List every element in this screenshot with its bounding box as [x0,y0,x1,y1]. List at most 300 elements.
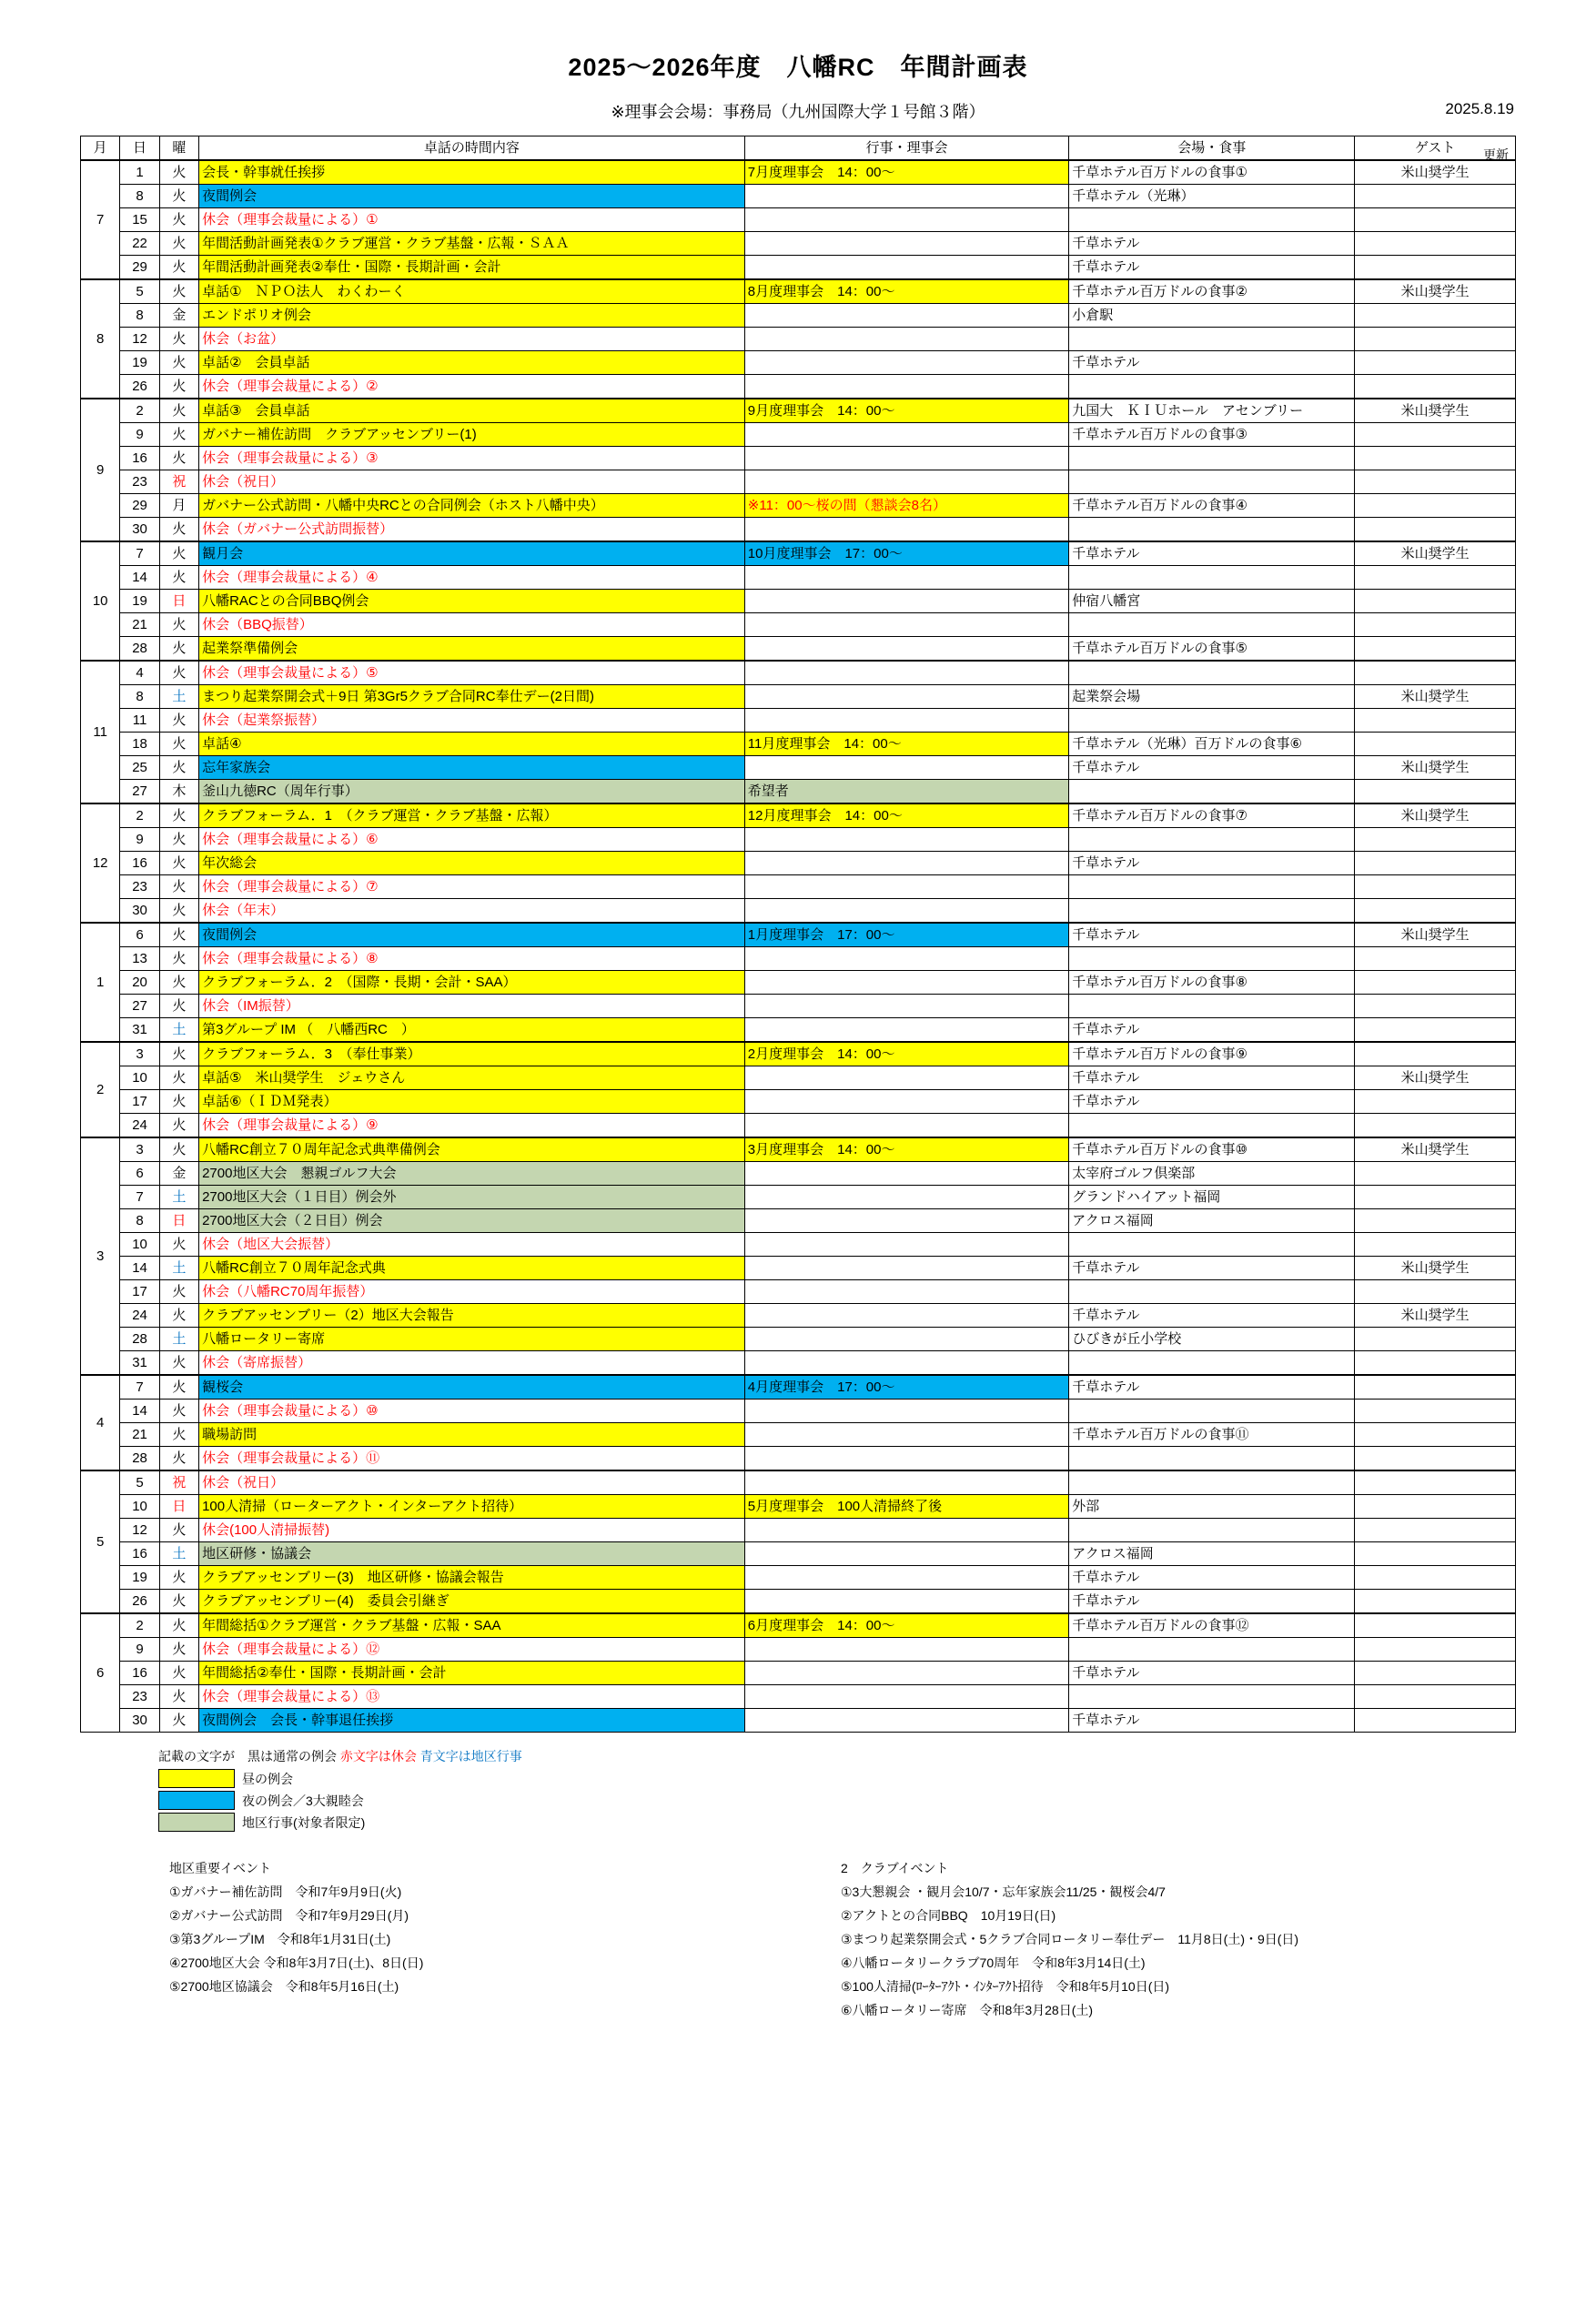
legend-item-label: 地区行事(対象者限定) [242,1814,366,1830]
cell-dow: 火 [159,375,198,399]
cell-board [744,971,1068,995]
table-row [81,875,1516,899]
cell-content: クラブフォーラム．2 （国際・長期・会計・SAA） [199,971,745,995]
cell-day: 31 [120,1018,159,1043]
cell-place: ひびきが丘小学校 [1069,1328,1355,1351]
notes-right [841,1859,1405,2025]
cell-guest [1355,232,1516,256]
cell-guest [1355,1470,1516,1495]
cell-guest: 米山奨学生 [1355,1304,1516,1328]
cell-dow: 火 [159,971,198,995]
cell-place: 千草ホテル（光琳）百万ドルの食事⑥ [1069,733,1355,756]
cell-place: 千草ホテル [1069,541,1355,566]
cell-dow: 火 [159,518,198,542]
cell-content: 忘年家族会 [199,756,745,780]
table-row [81,780,1516,804]
cell-place: グランドハイアット福岡 [1069,1186,1355,1209]
table-row [81,828,1516,852]
cell-guest [1355,947,1516,971]
cell-day: 2 [120,1613,159,1638]
cell-board [744,590,1068,613]
table-row [81,709,1516,733]
cell-place: 千草ホテル [1069,1375,1355,1400]
cell-board [744,1400,1068,1423]
cell-place: 千草ホテル [1069,852,1355,875]
cell-guest [1355,1162,1516,1186]
cell-dow: 火 [159,185,198,208]
note-item-district: ①ガバナー補佐訪問 令和7年9月9日(火) [169,1885,402,1899]
cell-content: 休会（理事会裁量による）⑩ [199,1400,745,1423]
cell-place: 千草ホテル [1069,1090,1355,1114]
cell-board [744,351,1068,375]
cell-guest [1355,995,1516,1018]
note-item-district: ⑤2700地区協議会 令和8年5月16日(土) [169,1979,399,1994]
cell-guest [1355,780,1516,804]
cell-day: 28 [120,1447,159,1471]
legend-color-swatch [158,1813,235,1832]
cell-month: 5 [81,1470,120,1613]
cell-place: 千草ホテル（光琳） [1069,185,1355,208]
cell-guest [1355,1447,1516,1471]
cell-guest: 米山奨学生 [1355,1066,1516,1090]
table-row [81,1328,1516,1351]
cell-month: 9 [81,399,120,541]
cell-guest [1355,1662,1516,1685]
cell-dow: 火 [159,232,198,256]
cell-dow: 火 [159,423,198,447]
cell-content: 八幡RC創立７０周年記念式典準備例会 [199,1137,745,1162]
table-row [81,733,1516,756]
cell-content: 2700地区大会（２日目）例会 [199,1209,745,1233]
cell-month: 11 [81,661,120,803]
cell-place [1069,208,1355,232]
cell-board [744,1114,1068,1138]
cell-day: 23 [120,1685,159,1709]
table-row [81,1662,1516,1685]
cell-place: 外部 [1069,1495,1355,1519]
cell-day: 18 [120,733,159,756]
cell-dow: 土 [159,1018,198,1043]
cell-guest [1355,1351,1516,1376]
cell-day: 10 [120,1233,159,1257]
cell-place [1069,613,1355,637]
cell-dow: 火 [159,279,198,304]
cell-dow: 火 [159,613,198,637]
cell-month: 4 [81,1375,120,1470]
cell-content: 年間活動計画発表②奉仕・国際・長期計画・会計 [199,256,745,280]
cell-place: 千草ホテル [1069,756,1355,780]
cell-guest [1355,1685,1516,1709]
cell-guest [1355,1280,1516,1304]
cell-board: 8月度理事会 14：00〜 [744,279,1068,304]
cell-content: 休会（祝日） [199,1470,745,1495]
table-row [81,1090,1516,1114]
table-row [81,613,1516,637]
cell-content: 釜山九徳RC（周年行事） [199,780,745,804]
cell-place [1069,328,1355,351]
cell-day: 14 [120,1400,159,1423]
cell-board [744,1638,1068,1662]
cell-day: 7 [120,541,159,566]
cell-dow: 火 [159,1042,198,1066]
cell-dow: 火 [159,541,198,566]
cell-guest: 米山奨学生 [1355,923,1516,947]
cell-guest: 米山奨学生 [1355,1137,1516,1162]
cell-guest [1355,1186,1516,1209]
table-row [81,1495,1516,1519]
cell-day: 6 [120,923,159,947]
legend-item [158,1791,1596,1810]
table-row [81,494,1516,518]
cell-dow: 月 [159,494,198,518]
cell-content: 休会（ガバナー公式訪問振替） [199,518,745,542]
cell-month: 8 [81,279,120,399]
cell-day: 14 [120,566,159,590]
cell-content: 観桜会 [199,1375,745,1400]
note-item-club: ②アクトとの合同BBQ 10月19日(日) [841,1908,1056,1923]
cell-place: 千草ホテル [1069,232,1355,256]
cell-place: 千草ホテル百万ドルの食事⑫ [1069,1613,1355,1638]
table-header-row [81,136,1516,161]
cell-board [744,470,1068,494]
cell-dow: 火 [159,256,198,280]
cell-content: 第3グループ IM （ 八幡西RC ） [199,1018,745,1043]
cell-content: 休会（理事会裁量による）② [199,375,745,399]
legend-note-prefix: 記載の文字が 黒は通常の例会 [158,1749,337,1763]
table-row [81,1400,1516,1423]
cell-content: 休会（年末） [199,899,745,924]
cell-dow: 木 [159,780,198,804]
cell-place: 千草ホテル百万ドルの食事⑦ [1069,803,1355,828]
cell-content: 休会（起業祭振替） [199,709,745,733]
cell-dow: 土 [159,1328,198,1351]
cell-dow: 土 [159,1542,198,1566]
cell-content: 夜間例会 [199,185,745,208]
table-row [81,423,1516,447]
table-row [81,803,1516,828]
cell-content: クラブフォーラム．1 （クラブ運営・クラブ基盤・広報） [199,803,745,828]
cell-guest [1355,208,1516,232]
cell-guest [1355,1042,1516,1066]
cell-day: 16 [120,852,159,875]
cell-place: 太宰府ゴルフ倶楽部 [1069,1162,1355,1186]
cell-place: 九国大 ＫＩＵホール アセンブリー [1069,399,1355,423]
cell-board [744,1662,1068,1685]
cell-dow: 火 [159,1280,198,1304]
cell-content: 年間総括①クラブ運営・クラブ基盤・広報・SAA [199,1613,745,1638]
cell-guest [1355,494,1516,518]
cell-dow: 金 [159,304,198,328]
cell-day: 15 [120,208,159,232]
cell-guest [1355,1209,1516,1233]
cell-dow: 火 [159,709,198,733]
cell-place: 千草ホテル百万ドルの食事① [1069,160,1355,185]
cell-day: 14 [120,1257,159,1280]
cell-board [744,328,1068,351]
cell-content: 八幡ロータリー寄席 [199,1328,745,1351]
table-row [81,899,1516,924]
cell-guest [1355,1090,1516,1114]
cell-day: 21 [120,613,159,637]
cell-board: 10月度理事会 17：00〜 [744,541,1068,566]
table-row [81,1351,1516,1376]
cell-content: 休会(100人清掃振替) [199,1519,745,1542]
cell-month: 1 [81,923,120,1042]
cell-day: 10 [120,1066,159,1090]
cell-dow: 火 [159,1375,198,1400]
cell-board [744,1162,1068,1186]
cell-place [1069,1685,1355,1709]
cell-board [744,1257,1068,1280]
cell-guest [1355,256,1516,280]
cell-place [1069,1638,1355,1662]
cell-dow: 火 [159,1137,198,1162]
cell-board: 4月度理事会 17：00〜 [744,1375,1068,1400]
cell-content: 卓話② 会員卓話 [199,351,745,375]
cell-content: 休会（IM振替） [199,995,745,1018]
cell-dow: 火 [159,1114,198,1138]
cell-guest [1355,1114,1516,1138]
table-row [81,1304,1516,1328]
cell-place: 千草ホテル百万ドルの食事⑩ [1069,1137,1355,1162]
cell-day: 23 [120,470,159,494]
cell-board [744,423,1068,447]
note-item-club: ①3大懇親会 ・観月会10/7・忘年家族会11/25・観桜会4/7 [841,1885,1166,1899]
legend-note-red: 赤文字は休会 [339,1749,417,1763]
table-row [81,1447,1516,1471]
cell-guest: 米山奨学生 [1355,1257,1516,1280]
cell-place [1069,1400,1355,1423]
cell-board: 12月度理事会 14：00〜 [744,803,1068,828]
cell-board [744,685,1068,709]
table-row [81,447,1516,470]
cell-board [744,995,1068,1018]
table-row [81,399,1516,423]
table-row [81,1042,1516,1066]
cell-place: 千草ホテル [1069,1709,1355,1733]
cell-day: 29 [120,494,159,518]
cell-day: 19 [120,1566,159,1590]
cell-day: 8 [120,1209,159,1233]
legend-note-blue: 青文字は地区行事 [419,1749,522,1763]
cell-place: 千草ホテル [1069,1590,1355,1614]
cell-board [744,1328,1068,1351]
cell-place [1069,661,1355,685]
table-row [81,1018,1516,1043]
cell-board: 11月度理事会 14：00〜 [744,733,1068,756]
cell-dow: 火 [159,328,198,351]
cell-day: 31 [120,1351,159,1376]
note-item-club: ⑤100人清掃(ﾛｰﾀｰｱｸﾄ・ｲﾝﾀｰｱｸﾄ招待 令和8年5月10日(日) [841,1979,1170,1994]
cell-guest [1355,733,1516,756]
table-row [81,160,1516,185]
cell-day: 22 [120,232,159,256]
cell-dow: 火 [159,1638,198,1662]
cell-place [1069,1470,1355,1495]
col-content: 卓話の時間内容 [199,136,745,161]
col-place: 会場・食事 [1069,136,1355,161]
cell-guest [1355,1519,1516,1542]
cell-place [1069,780,1355,804]
cell-guest [1355,447,1516,470]
page-title: 2025〜2026年度 八幡RC 年間計画表 [568,54,1028,81]
note-item-club: ③まつり起業祭開会式・5クラブ合同ロータリー奉仕デー 11月8日(土)・9日(日) [841,1932,1299,1946]
cell-board [744,1090,1068,1114]
cell-content: 100人清掃（ローターアクト・インターアクト招待） [199,1495,745,1519]
cell-content: 休会（理事会裁量による）① [199,208,745,232]
table-row [81,1638,1516,1662]
cell-guest [1355,1566,1516,1590]
cell-dow: 火 [159,661,198,685]
cell-guest [1355,899,1516,924]
cell-dow: 日 [159,1209,198,1233]
cell-guest [1355,1613,1516,1638]
col-dow: 曜 [159,136,198,161]
cell-guest: 米山奨学生 [1355,160,1516,185]
cell-content: 八幡RC創立７０周年記念式典 [199,1257,745,1280]
cell-content: 夜間例会 会長・幹事退任挨拶 [199,1709,745,1733]
cell-day: 7 [120,1375,159,1400]
cell-content: 卓話① ＮＰＯ法人 わくわーく [199,279,745,304]
cell-place: 千草ホテル [1069,1662,1355,1685]
cell-dow: 日 [159,590,198,613]
note-item-club: ⑥八幡ロータリー寄席 令和8年3月28日(土) [841,2003,1094,2017]
note-item-district: ②ガバナー公式訪問 令和7年9月29日(月) [169,1908,409,1923]
cell-place: アクロス福岡 [1069,1542,1355,1566]
cell-board: 2月度理事会 14：00〜 [744,1042,1068,1066]
cell-place [1069,875,1355,899]
table-row [81,375,1516,399]
table-row [81,1542,1516,1566]
cell-board [744,875,1068,899]
cell-dow: 祝 [159,470,198,494]
cell-guest [1355,1328,1516,1351]
cell-day: 12 [120,328,159,351]
cell-content: 休会（地区大会振替） [199,1233,745,1257]
cell-board: 1月度理事会 17：00〜 [744,923,1068,947]
cell-guest [1355,1542,1516,1566]
cell-board [744,256,1068,280]
cell-board [744,1423,1068,1447]
cell-board [744,1519,1068,1542]
table-row [81,1186,1516,1209]
cell-dow: 火 [159,1400,198,1423]
table-row [81,1233,1516,1257]
cell-content: 休会（理事会裁量による）⑨ [199,1114,745,1138]
cell-guest [1355,709,1516,733]
cell-place [1069,828,1355,852]
cell-day: 11 [120,709,159,733]
cell-content: クラブアッセンブリー(4) 委員会引継ぎ [199,1590,745,1614]
cell-board [744,1186,1068,1209]
cell-guest [1355,566,1516,590]
cell-content: 八幡RACとの合同BBQ例会 [199,590,745,613]
legend-item-label: 夜の例会／3大親睦会 [242,1793,364,1808]
cell-dow: 火 [159,399,198,423]
cell-board: 3月度理事会 14：00〜 [744,1137,1068,1162]
cell-place: 起業祭会場 [1069,685,1355,709]
cell-board [744,185,1068,208]
cell-content: 夜間例会 [199,923,745,947]
cell-content: 卓話⑤ 米山奨学生 ジェウさん [199,1066,745,1090]
cell-guest [1355,375,1516,399]
cell-day: 5 [120,1470,159,1495]
cell-board [744,1304,1068,1328]
cell-place: 千草ホテル [1069,1566,1355,1590]
cell-place [1069,1233,1355,1257]
table-row [81,328,1516,351]
cell-guest [1355,1590,1516,1614]
cell-guest [1355,971,1516,995]
cell-content: 休会（理事会裁量による）⑧ [199,947,745,971]
cell-guest [1355,518,1516,542]
annual-plan-page [0,47,1596,2304]
cell-content: 卓話⑥（ＩＤＭ発表） [199,1090,745,1114]
table-row [81,1423,1516,1447]
cell-guest [1355,1423,1516,1447]
cell-dow: 火 [159,1447,198,1471]
cell-board [744,637,1068,662]
cell-day: 8 [120,185,159,208]
cell-place [1069,1447,1355,1471]
cell-day: 29 [120,256,159,280]
legend-text-line [158,1747,1596,1765]
cell-content: 卓話③ 会員卓話 [199,399,745,423]
cell-place [1069,1519,1355,1542]
table-row [81,661,1516,685]
cell-place [1069,995,1355,1018]
cell-content: 卓話④ [199,733,745,756]
cell-content: 休会（理事会裁量による）④ [199,566,745,590]
table-row [81,995,1516,1018]
cell-place: 仲宿八幡宮 [1069,590,1355,613]
cell-day: 6 [120,1162,159,1186]
cell-dow: 火 [159,1066,198,1090]
cell-guest [1355,852,1516,875]
cell-day: 9 [120,828,159,852]
cell-dow: 火 [159,637,198,662]
cell-place: アクロス福岡 [1069,1209,1355,1233]
table-row [81,590,1516,613]
cell-board [744,613,1068,637]
cell-place [1069,375,1355,399]
cell-dow: 火 [159,947,198,971]
legend-items [158,1769,1596,1832]
notes-right-title: 2 クラブイベント [841,1861,949,1875]
cell-board [744,1590,1068,1614]
table-row [81,756,1516,780]
col-guest: ゲスト [1355,136,1516,161]
cell-guest [1355,185,1516,208]
table-row [81,971,1516,995]
cell-dow: 火 [159,1519,198,1542]
cell-day: 2 [120,803,159,828]
cell-dow: 火 [159,1423,198,1447]
cell-board: 6月度理事会 14：00〜 [744,1613,1068,1638]
cell-board [744,1709,1068,1733]
cell-guest [1355,661,1516,685]
cell-guest [1355,613,1516,637]
cell-dow: 火 [159,447,198,470]
cell-place [1069,1114,1355,1138]
cell-day: 3 [120,1137,159,1162]
cell-board [744,447,1068,470]
cell-content: クラブアッセンブリー（2）地区大会報告 [199,1304,745,1328]
cell-place: 千草ホテル百万ドルの食事⑧ [1069,971,1355,995]
cell-day: 24 [120,1304,159,1328]
cell-day: 30 [120,1709,159,1733]
col-board: 行事・理事会 [744,136,1068,161]
